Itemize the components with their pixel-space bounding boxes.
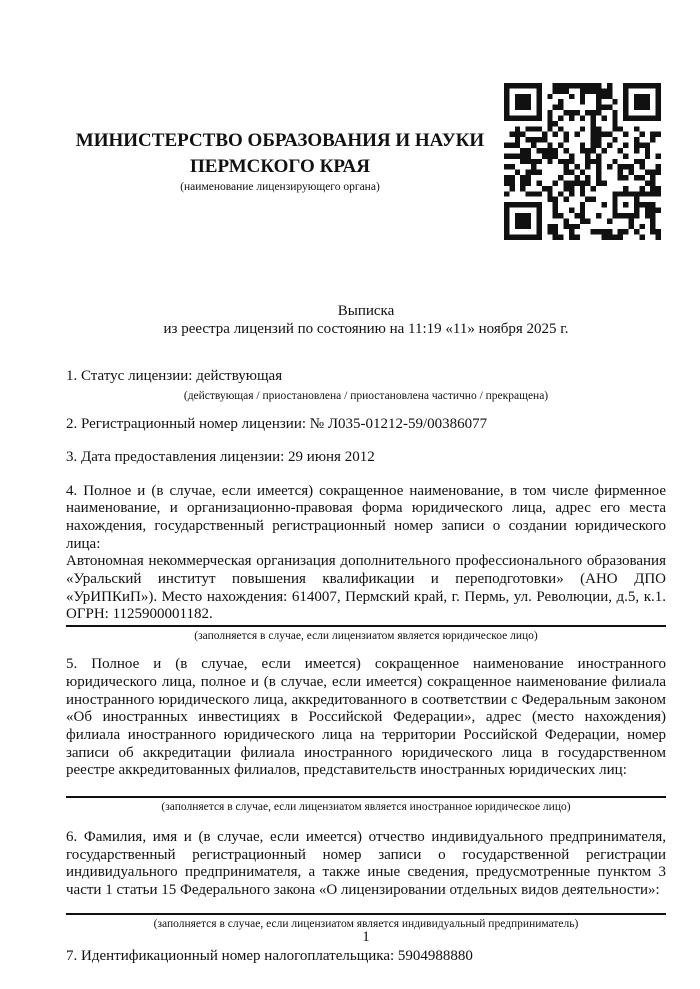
field-text: 1. Статус лицензии: действующая [66, 368, 283, 385]
fill-in-line [66, 913, 666, 915]
field-text: 6. Фамилия, имя и (в случае, если имеется) отчество индивидуального предпринимателя, государственный регистрационный номер записи о государственной регистрации индивидуального предпринимателя, а также иные сведения, предусмотренные пунктом 3 части 1 статьи 15 Федерального закона «О лицензировании отдельных видов деятельности»: [66, 829, 666, 899]
field-text: 4. Полное и (в случае, если имеется) сокращенное наименование, в том числе фирменное наименование, и организационно-правовая форма юридического лица, адрес его места нахождения, государственный регистрационный номер записи о создании юридического лица: [66, 482, 666, 552]
field-hint: (заполняется в случае, если лицензиатом является юридическое лицо) [194, 630, 538, 643]
document-body [0, 128, 700, 966]
field-text: 3. Дата предоставления лицензии: 29 июня 2012 [66, 448, 375, 465]
field-individual-entrepreneur [66, 829, 666, 931]
authority-name-line-1: МИНИСТЕРСТВО ОБРАЗОВАНИЯ И НАУКИ [75, 130, 485, 151]
document-title [66, 303, 666, 338]
document-title-line-2: из реестра лицензий по состоянию на 11:19 «11» ноября 2025 г. [163, 320, 569, 337]
field-value: Автономная некоммерческая организация дополнительного профессионального образования «Уральский институт повышения квалификации и переподготовки» (АНО ДПО «УрИПКиП»). Место нахождения: 614007, Пермский край, г. Пермь, ул. Революции, д.5, к.1. ОГРН: 1125900001182. [66, 553, 666, 623]
field-license-status [66, 368, 666, 403]
field-foreign-entity-name [66, 656, 666, 814]
field-text: 2. Регистрационный номер лицензии: № Л035-01212-59/00386077 [66, 416, 488, 433]
authority-name-line-2: ПЕРМСКОГО КРАЯ [190, 155, 370, 177]
fill-in-line [66, 796, 666, 798]
field-text: 5. Полное и (в случае, если имеется) сокращенное наименование иностранного юридического лица, полное и (в случае, если имеется) сокращенное наименование филиала иностранного юридического лица, аккредитованного в соответствии с Федеральным законом «Об иностранных инвестициях в Российской Федерации», адрес (место нахождения) филиала иностранного юридического лица на территории Российской Федерации, номер записи об аккредитации филиала иностранного юридического лица в государственном реестре аккредитованных филиалов, представительств иностранных юридических лиц: [66, 656, 666, 779]
field-taxpayer-id [66, 948, 666, 966]
field-hint: (заполняется в случае, если лицензиатом является иностранное юридическое лицо) [161, 801, 571, 814]
authority-name-hint: (наименование лицензирующего органа) [180, 181, 380, 193]
field-hint: (действующая / приостановлена / приостановлена частично / прекращена) [183, 390, 549, 403]
document-title-line-1: Выписка [337, 303, 395, 319]
field-text: 7. Идентификационный номер налогоплательщика: 5904988880 [66, 947, 473, 964]
field-legal-entity-name [66, 483, 666, 644]
fill-in-line [66, 625, 666, 627]
field-grant-date [66, 449, 666, 467]
qr-code-icon [504, 83, 661, 240]
field-hint: (заполняется в случае, если лицензиатом является индивидуальный предприниматель) [153, 917, 579, 930]
field-registration-number [66, 416, 666, 434]
page-number: 1 [362, 929, 370, 945]
licensing-authority-header [66, 128, 494, 194]
extract-fields [66, 368, 666, 965]
